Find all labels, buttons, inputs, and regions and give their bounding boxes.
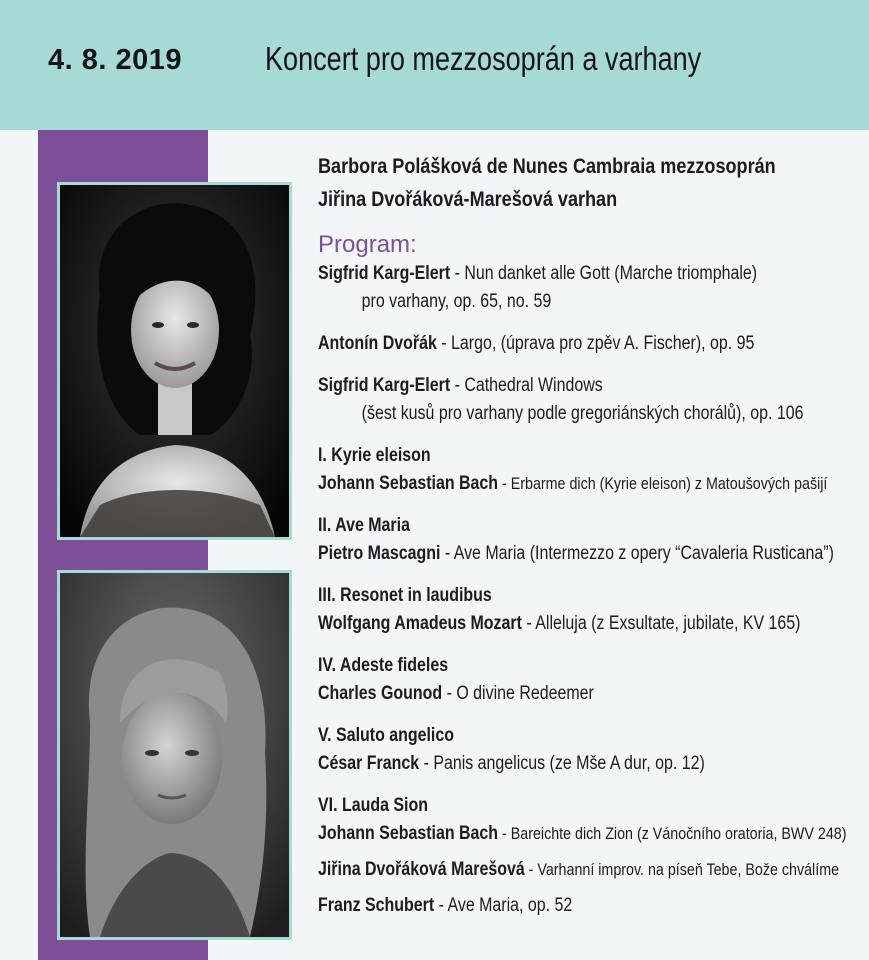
composer: Sigfrid Karg-Elert: [318, 263, 451, 284]
movement-title: V. Saluto angelico: [318, 725, 455, 746]
composer: Antonín Dvořák: [318, 333, 437, 354]
program-entry: [318, 260, 781, 288]
composer: Franz Schubert: [318, 895, 435, 916]
program-entry: [318, 892, 781, 920]
program-entry: [318, 680, 781, 708]
program-entry: [318, 540, 834, 568]
singer-portrait: [60, 185, 289, 537]
work: - Bareichte dich Zion (z Vánočního oratoria, BWV 248): [498, 824, 847, 843]
program-entry: [318, 330, 781, 358]
composer: Johann Sebastian Bach: [318, 473, 499, 494]
program-entry: [318, 820, 847, 848]
work: - Ave Maria, op. 52: [434, 895, 573, 916]
concert-content: [318, 150, 869, 920]
concert-date: 4. 8. 2019: [48, 44, 182, 76]
composer: Sigfrid Karg-Elert: [318, 375, 451, 396]
concert-title: Koncert pro mezzosoprán a varhany: [265, 40, 702, 77]
movement-title: II. Ave Maria: [318, 515, 410, 536]
movement-title: IV. Adeste fideles: [318, 655, 449, 676]
work: - O divine Redeemer: [442, 683, 594, 704]
performer-organist: Jiřina Dvořáková-Marešová varhan: [318, 188, 618, 211]
work: - Cathedral Windows: [450, 375, 603, 396]
composer: César Franck: [318, 753, 420, 774]
program-entry-continuation: pro varhany, op. 65, no. 59: [361, 291, 552, 312]
work: - Varhanní improv. na píseň Tebe, Bože chválíme: [524, 860, 840, 879]
photo-frame-organist: [57, 570, 292, 940]
program-heading: Program:: [318, 231, 417, 258]
program-entry: [318, 856, 840, 884]
organist-portrait: [60, 573, 289, 937]
photo-frame-singer: [57, 182, 292, 540]
program-entry: [318, 470, 828, 498]
composer: Pietro Mascagni: [318, 543, 441, 564]
work: - Panis angelicus (ze Mše A dur, op. 12): [419, 753, 705, 774]
program-entry: [318, 610, 801, 638]
movement-title: III. Resonet in laudibus: [318, 585, 492, 606]
movement-title: I. Kyrie eleison: [318, 445, 431, 466]
composer: Johann Sebastian Bach: [318, 823, 499, 844]
composer: Jiřina Dvořáková Marešová: [318, 859, 525, 880]
work: - Nun danket alle Gott (Marche triomphale): [450, 263, 758, 284]
program-entry: [318, 372, 781, 400]
work: - Ave Maria (Intermezzo z opery “Cavaleria Rusticana”): [440, 543, 834, 564]
work: - Alleluja (z Exsultate, jubilate, KV 165): [521, 613, 801, 634]
work: - Largo, (úprava pro zpěv A. Fischer), op. 95: [436, 333, 755, 354]
performer-mezzosoprano: Barbora Polášková de Nunes Cambraia mezzosoprán: [318, 155, 776, 178]
program-entry: [318, 750, 781, 778]
header-band: [0, 0, 869, 130]
composer: Wolfgang Amadeus Mozart: [318, 613, 522, 634]
work: - Erbarme dich (Kyrie eleison) z Matoušových pašijí: [498, 474, 828, 493]
composer: Charles Gounod: [318, 683, 443, 704]
program-entry-continuation: (šest kusů pro varhany podle gregoriánských chorálů), op. 106: [361, 403, 804, 424]
movement-title: VI. Lauda Sion: [318, 795, 428, 816]
